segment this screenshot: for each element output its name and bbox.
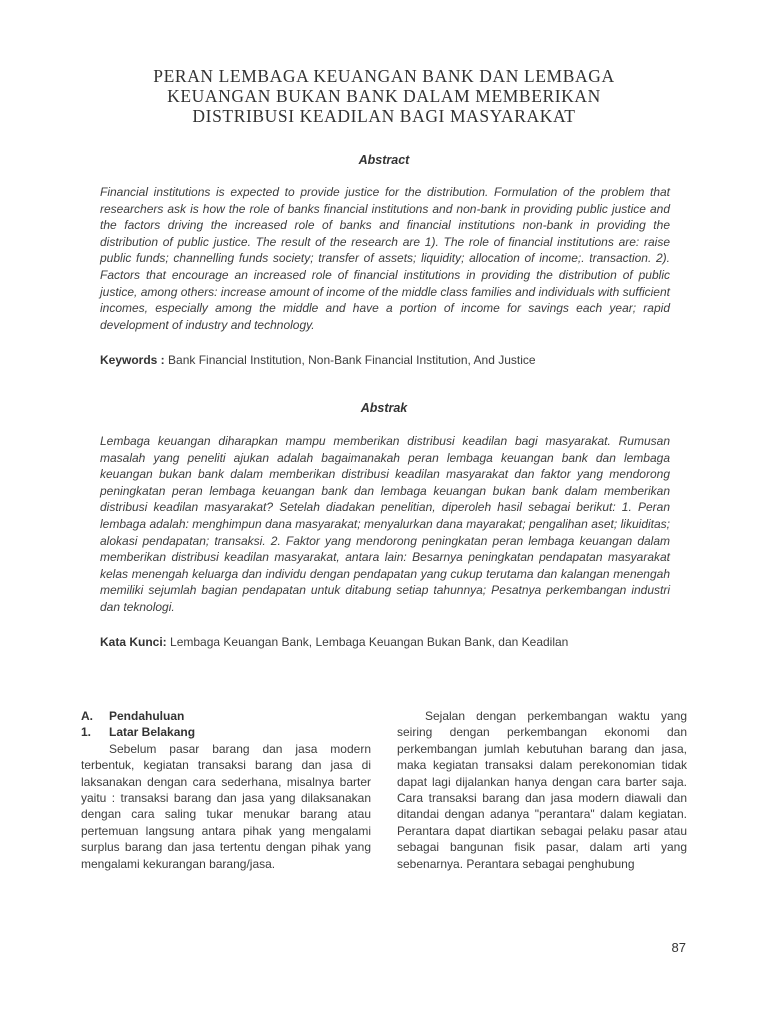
- subsection-title: Latar Belakang: [109, 725, 196, 740]
- paper-title: [100, 66, 668, 126]
- abstrak-heading: Abstrak: [360, 401, 408, 415]
- title-line: DISTRIBUSI KEADILAN BAGI MASYARAKAT: [192, 106, 576, 126]
- kata-kunci-label: Kata Kunci:: [100, 635, 167, 649]
- abstract-heading: Abstract: [358, 153, 410, 167]
- keywords-label: Keywords :: [100, 353, 165, 367]
- abstrak-keywords: [100, 633, 588, 651]
- section-title: Pendahuluan: [109, 709, 185, 723]
- right-column: [397, 708, 687, 872]
- subsection-number: 1.: [81, 725, 92, 740]
- abstract-body: Financial institutions is expected to provide justice for the distribution. Formulation of the problem that researchers ask is how the role of banks financial institutions and non-bank in providing public justice and the factors driving the increased role of banks and financial institutions non-bank in providing the distribution of public justice. The result of the research are 1). The role of financial institutions are: raise public funds; channelling funds society; transfer of assets; liquidity; allocation of income;. transaction. 2). Factors that encourage an increased role of financial institutions in providing the distribution of public justice, among others: increase amount of income of the middle class families and individuals with sufficient incomes, especially among the middle and have a portion of income for savings each year; rapid development of industry and technology.: [100, 185, 670, 332]
- subsection-heading: [81, 724, 371, 740]
- section-number: A.: [81, 709, 93, 723]
- kata-kunci-text: Lembaga Keuangan Bank, Lembaga Keuangan Bukan Bank, dan Keadilan: [170, 635, 569, 649]
- left-column: [81, 708, 371, 872]
- left-paragraph: Sebelum pasar barang dan jasa modern terbentuk, kegiatan transaksi barang dan jasa di laksanakan dengan cara sederhana, misalnya barter yaitu : transaksi barang dan jasa yang dilaksanakan dengan cara saling tukar menukar barang atau pertemuan langsung antara pihak yang mengalami surplus barang dan jasa tertentu dengan pihak yang mengalami kekurangan barang/jasa.: [81, 741, 371, 871]
- right-paragraph: Sejalan dengan perkembangan waktu yang seiring dengan perkembangan ekonomi dan perkembangan jumlah kebutuhan barang dan jasa, maka kegiatan transaksi dalam perekonomian tidak dapat lagi dijalankan hanya dengan cara barter saja. Cara transaksi barang dan jasa modern diawali dan ditandai dengan adanya "perantara" dalam kegiatan. Perantara dapat diartikan sebagai pelaku pasar atau sebagai bangunan fisik pasar, dalam arti yang sebenarnya. Perantara sebagai penghubung: [397, 709, 687, 871]
- keywords-text: Bank Financial Institution, Non-Bank Financial Institution, And Justice: [168, 353, 536, 367]
- abstract-keywords: [100, 351, 552, 369]
- page-number: 87: [671, 940, 686, 955]
- abstrak-body: Lembaga keuangan diharapkan mampu memberikan distribusi keadilan bagi masyarakat. Rumusan masalah yang peneliti ajukan adalah bagaimanakah peran lembaga keuangan bank dan lembaga keuangan bukan bank dalam memberikan distribusi keadilan masyarakat dan faktor yang mendorong peningkatan peran lembaga keuangan bank dan lembaga keuangan bukan bank dalam memberikan distribusi keadilan masyarakat? Setelah diadakan penelitian, diperoleh hasil sebagai berikut: 1. Peran lembaga adalah: menghimpun dana masyarakat; menyalurkan dana mayarakat; pengalihan aset; likuiditas; alokasi pendapatan; transaksi. 2. Faktor yang mendorong peningkatan peran lembaga keuangan dalam memberikan distribusi keadilan masyarakat, antara lain: Besarnya peningkatan pendapatan masyarakat kelas menengah keluarga dan individu dengan pendapatan yang cukup terutama dan kalangan menengah memiliki sejumlah bagian pendapatan untuk ditabung setiap tahunnya; Pesatnya perkembangan industri dan teknologi.: [100, 434, 670, 614]
- section-heading: [81, 708, 371, 724]
- title-line: KEUANGAN BUKAN BANK DALAM MEMBERIKAN: [167, 86, 601, 106]
- title-line: PERAN LEMBAGA KEUANGAN BANK DAN LEMBAGA: [153, 66, 615, 86]
